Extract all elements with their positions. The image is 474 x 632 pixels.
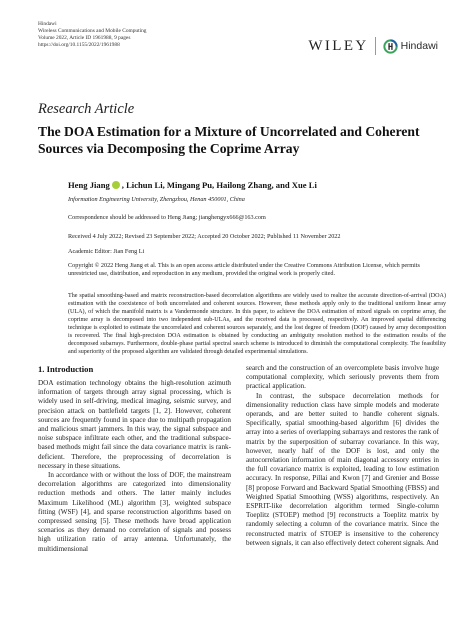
journal-meta [38, 21, 146, 49]
section-heading: 1. Introduction [38, 364, 94, 374]
affiliation: Information Engineering University, Zhengzhou, Henan 450001, China [68, 196, 245, 203]
left-column [38, 379, 231, 554]
logo-divider [375, 37, 376, 55]
paragraph: In accordance with or without the loss of DOF, the mainstream decorrelation algorithms are categorized into dimensionality reduction methods and others. The latter mainly includes Maximum Likelihood (ML) algorithm [3], weighted subspace fitting (WSF) [4], and sparse reconstruction algorithms based on compressed sensing [5]. These methods have broad application scenarios as they demand no correlation of signals and possess high utilization ratio of array antenna. Unfortunately, the multidimensional [38, 471, 231, 553]
paragraph: DOA estimation technology obtains the high-resolution azimuth information of targets through array signal processing, which is widely used in self-driving, medical imaging, seismic survey, and precision attack on battlefield targets [1, 2]. However, coherent sources are frequently found in space due to multipath propagation and malicious smart jammers. In this way, the signal subspace and noise subspace infiltrate each other, and the traditional subspace-based methods might fail since the data covariance matrix is rank-deficient. Therefore, the preprocessing of decorrelation is necessary in these situations. [38, 379, 231, 470]
publisher-logos [308, 37, 438, 55]
correspondence: Correspondence should be addressed to Heng Jiang; jianghengyx666@163.com [68, 214, 266, 221]
first-author[interactable]: Heng Jiang [68, 180, 110, 190]
wiley-logo: WILEY [308, 37, 369, 54]
paragraph: search and the construction of an overcomplete basis involve huge computational complexity, which seriously prevents them from practical application. [246, 364, 439, 391]
academic-editor: Academic Editor: Jian Feng Li [68, 248, 145, 255]
publication-dates: Received 4 July 2022; Revised 23 September 2022; Accepted 20 October 2022; Published 11 November 2022 [68, 233, 341, 240]
publisher-name: Hindawi [38, 21, 57, 27]
hindawi-logo-icon [383, 39, 398, 54]
abstract: The spatial smoothing-based and matrix reconstruction-based decorrelation algorithms are widely used to realize the accurate direction-of-arrival (DOA) estimation with the coexistence of both uncorrelated and coherent sources. However, these methods apply only to the traditional uniform linear array (ULA), of which the manifold matrix is a Vandermonde structure. In this paper, to achieve the DOA estimation of mixed signals on coprime array, the coprime array is decomposed into two independent sub-ULAs, and the received data is processed, respectively. An improved spatial differencing technique is exploited to estimate the uncorrelated and coherent sources separately, and the lost degree of freedom (DOF) caused by array decomposition is recovered. The final high-precision DOA estimation is obtained by conducting an ambiguity resolution method to the estimation results of the decomposed subarrays. Furthermore, double-phase partial spectral search scheme is introduced to diminish the computational complexity. The feasibility and superiority of the proposed algorithm are validated through detailed experimental simulations. [68, 293, 446, 356]
journal-name: Wireless Communications and Mobile Computing [38, 28, 147, 34]
volume-info: Volume 2022, Article ID 1961988, 9 pages [38, 35, 131, 41]
hindawi-logo-text: Hindawi [400, 40, 438, 52]
right-column [246, 364, 439, 548]
orcid-icon[interactable] [112, 181, 120, 189]
author-list [68, 180, 317, 190]
paragraph: In contrast, the subspace decorrelation methods for dimensionality reduction class have simple models and moderate operands, and are better suited to handle coherent signals. Specifically, spatial smoothing-based algorithm [6] divides the array into a series of overlapping subarrays and restores the rank of matrix by the superposition of subarray covariance. In this way, however, nearly half of the DOF is lost, and only the autocorrelation information of main diagonal accessory entries in the full covariance matrix is exploited, leading to low estimation accuracy. In response, Pillai and Kwon [7] and Grenier and Bosse [8] propose Forward and Backward Spatial Smoothing (FBSS) and Weighted Spatial Smoothing (WSS) algorithms, respectively. An ESPRIT-like decorrelation algorithm termed Single-column Toeplitz (STOEP) method [9] reconstructs a Toeplitz matrix by randomly selecting a column of the covariance matrix. Since the reconstructed matrix of STOEP is insensitive to the coherency between signals, it can also effectively detect coherent signals. And [246, 391, 439, 547]
article-type: Research Article [38, 101, 135, 117]
other-authors: , Lichun Li, Mingang Pu, Hailong Zhang, and Xue Li [121, 180, 317, 190]
article-title: The DOA Estimation for a Mixture of Uncorrelated and Coherent Sources via Decomposing the Coprime Array [38, 124, 420, 156]
doi-link[interactable]: https://doi.org/10.1155/2022/1961988 [38, 42, 120, 48]
copyright-notice: Copyright © 2022 Heng Jiang et al. This is an open access article distributed under the Creative Commons Attribution License, which permits unrestricted use, distribution, and reproduction in any medium, provided the original work is properly cited. [68, 262, 420, 278]
